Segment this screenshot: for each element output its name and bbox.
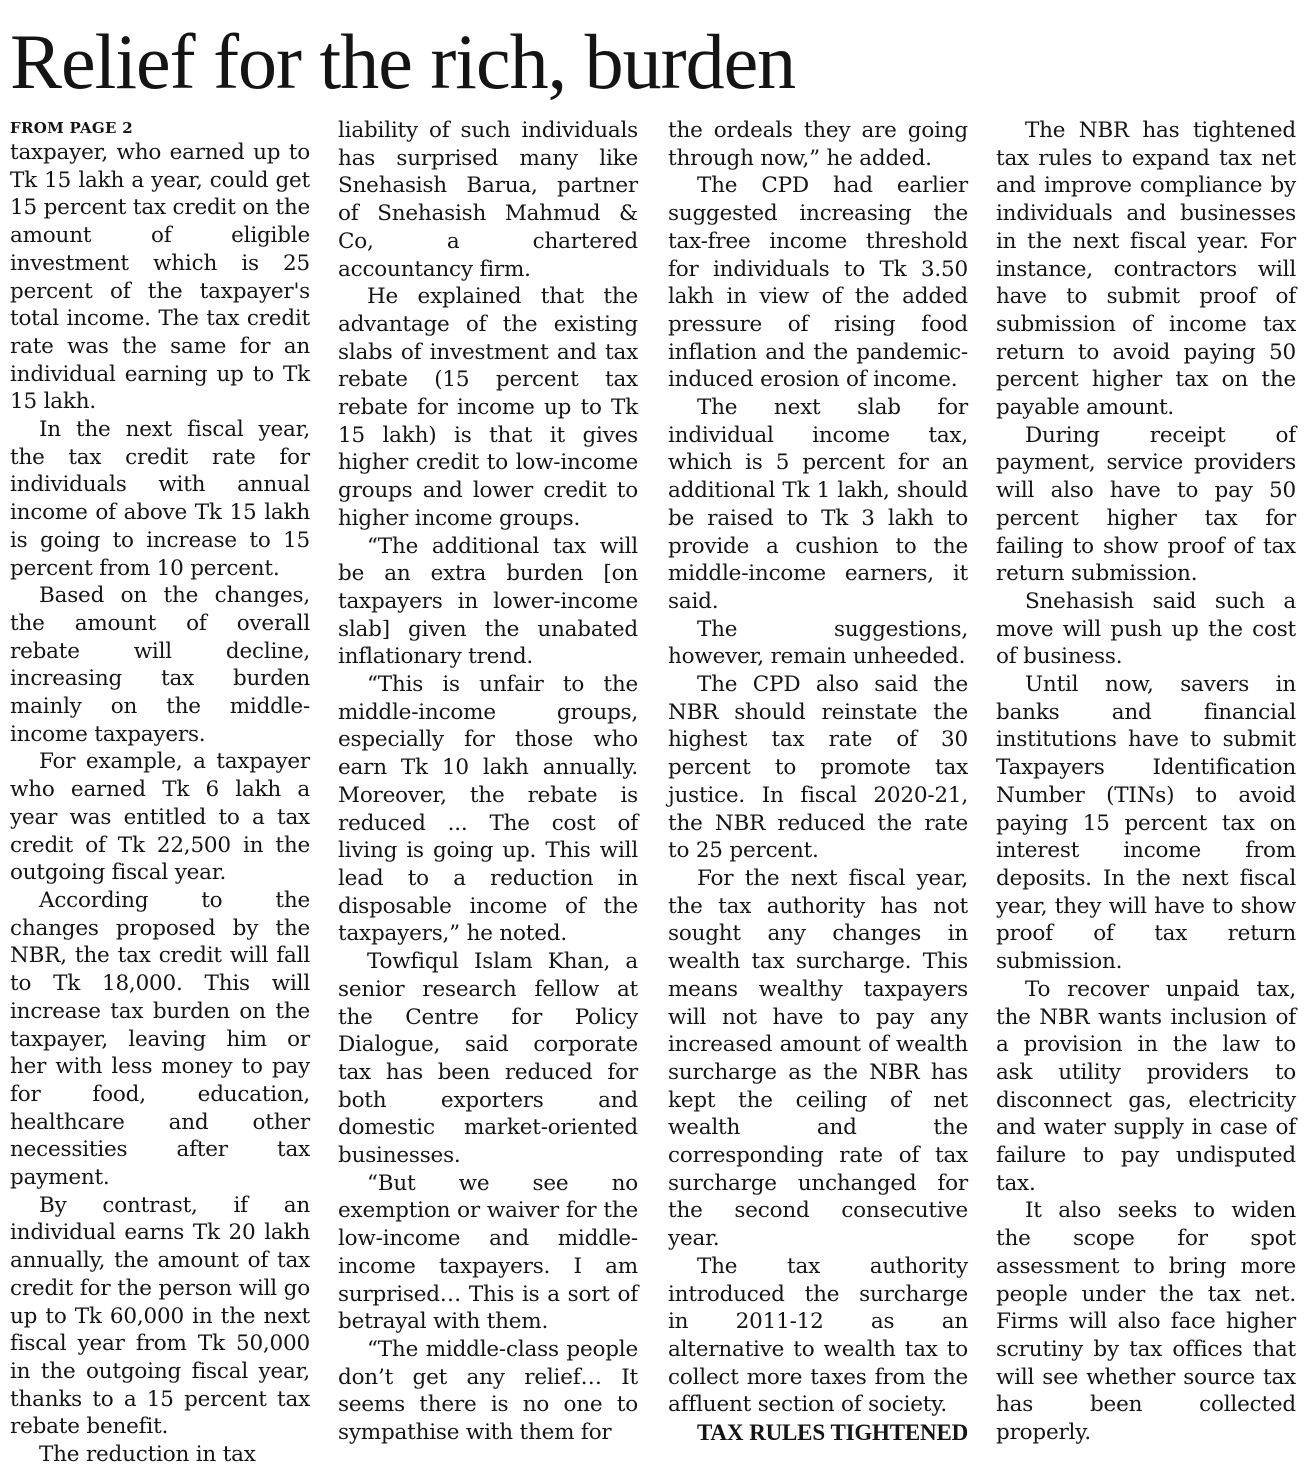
- paragraph: The CPD had earlier suggested increasing the tax-free income threshold for individuals to Tk 3.50 lakh in view of the added pressure of rising food inflation and the pandemic-induced erosion of income.: [668, 173, 968, 393]
- article-column-4: [996, 117, 1296, 1446]
- paragraph: He explained that the advantage of the existing slabs of investment and tax rebate (15 percent tax rebate for income up to Tk 15 lakh) is that it gives higher credit to low-income groups and lower credit to higher income groups.: [338, 284, 638, 531]
- paragraph: The tax authority introduced the surcharge in 2011-12 as an alternative to wealth tax to collect more taxes from the affluent section of society.: [668, 1253, 968, 1418]
- article-column-1: [10, 117, 310, 1468]
- paragraph: liability of such individuals has surprised many like Snehasish Barua, partner of Snehasish Mahmud & Co, a chartered accountancy firm.: [338, 118, 638, 282]
- paragraph: By contrast, if an individual earns Tk 20 lakh annually, the amount of tax credit for the person will go up to Tk 60,000 in the next fiscal year from Tk 50,000 in the outgoing fiscal year, thanks to a 15 percent tax rebate benefit.: [10, 1192, 310, 1440]
- paragraph: “This is unfair to the middle-income groups, especially for those who earn Tk 10 lakh annually. Moreover, the rebate is reduced ... The cost of living is going up. This will lead to a reduction in disposable income of the taxpayers,” he noted.: [338, 672, 638, 947]
- paragraph: The suggestions, however, remain unheeded.: [668, 616, 968, 670]
- paragraph: According to the changes proposed by the NBR, the tax credit will fall to Tk 18,000. This will increase tax burden on the taxpayer, leaving him or her with less money to pay for food, education, healthcare and other necessities after tax payment.: [10, 887, 310, 1191]
- paragraph: Towfiqul Islam Khan, a senior research fellow at the Centre for Policy Dialogue, said corporate tax has been reduced for both exporters and domestic market-oriented businesses.: [338, 949, 638, 1169]
- article-column-2: [338, 117, 638, 1446]
- paragraph: “The middle-class people don’t get any relief… It seems there is no one to sympathise with them for: [338, 1336, 638, 1446]
- paragraph: the ordeals they are going through now,” he added.: [668, 118, 968, 171]
- paragraph: For the next fiscal year, the tax authority has not sought any changes in wealth tax surcharge. This means wealthy taxpayers will not have to pay any increased amount of wealth surcharge as the NBR has kept the ceiling of net wealth and the corresponding rate of tax surcharge unchanged for the second consecutive year.: [668, 865, 968, 1252]
- paragraph: In the next fiscal year, the tax credit rate for individuals with annual income of above Tk 15 lakh is going to increase to 15 percent from 10 percent.: [10, 417, 310, 581]
- paragraph: To recover unpaid tax, the NBR wants inclusion of a provision in the law to ask utility providers to disconnect gas, electricity and water supply in case of failure to pay undisputed tax.: [996, 976, 1296, 1196]
- paragraph: Until now, savers in banks and financial institutions have to submit Taxpayers Identification Number (TINs) to avoid paying 15 percent tax on interest income from deposits. In the next fiscal year, they will have to show proof of tax return submission.: [996, 672, 1296, 975]
- paragraph: The reduction in tax: [39, 1442, 256, 1468]
- paragraph: The NBR has tightened tax rules to expand tax net and improve compliance by individuals and businesses in the next fiscal year. For instance, contractors will have to submit proof of submission of income tax return to avoid paying 50 percent higher tax on the payable amount.: [996, 118, 1296, 421]
- paragraph: Based on the changes, the amount of overall rebate will decline, increasing tax burden mainly on the middle-income taxpayers.: [10, 583, 310, 747]
- paragraph: During receipt of payment, service providers will also have to pay 50 percent higher tax for failing to show proof of tax return submission.: [996, 422, 1296, 587]
- headline: Relief for the rich, burden: [10, 18, 796, 105]
- article-column-3: [668, 117, 968, 1446]
- paragraph: For example, a taxpayer who earned Tk 6 lakh a year was entitled to a tax credit of Tk 22,500 in the outgoing fiscal year.: [10, 749, 310, 886]
- paragraph: “But we see no exemption or waiver for the low-income and middle-income taxpayers. I am surprised… This is a sort of betrayal with them.: [338, 1170, 638, 1335]
- paragraph: The next slab for individual income tax, which is 5 percent for an additional Tk 1 lakh, should be raised to Tk 3 lakh to provide a cushion to the middle-income earners, it said.: [668, 395, 968, 614]
- paragraph: “The additional tax will be an extra burden [on taxpayers in lower-income slab] given the unabated inflationary trend.: [338, 533, 638, 670]
- paragraph: Snehasish said such a move will push up the cost of business.: [996, 588, 1296, 670]
- jump-label: FROM PAGE 2: [10, 119, 134, 137]
- paragraph: taxpayer, who earned up to Tk 15 lakh a year, could get 15 percent tax credit on the amount of eligible investment which is 25 percent of the taxpayer's total income. The tax credit rate was the same for an individual earning up to Tk 15 lakh.: [10, 140, 310, 415]
- paragraph: The CPD also said the NBR should reinstate the highest tax rate of 30 percent to promote tax justice. In fiscal 2020-21, the NBR reduced the rate to 25 percent.: [668, 672, 968, 864]
- subheading: TAX RULES TIGHTENED: [697, 1420, 968, 1446]
- paragraph: It also seeks to widen the scope for spot assessment to bring more people under the tax net. Firms will also face higher scrutiny by tax offices that will see whether source tax has been collected properly.: [996, 1198, 1296, 1446]
